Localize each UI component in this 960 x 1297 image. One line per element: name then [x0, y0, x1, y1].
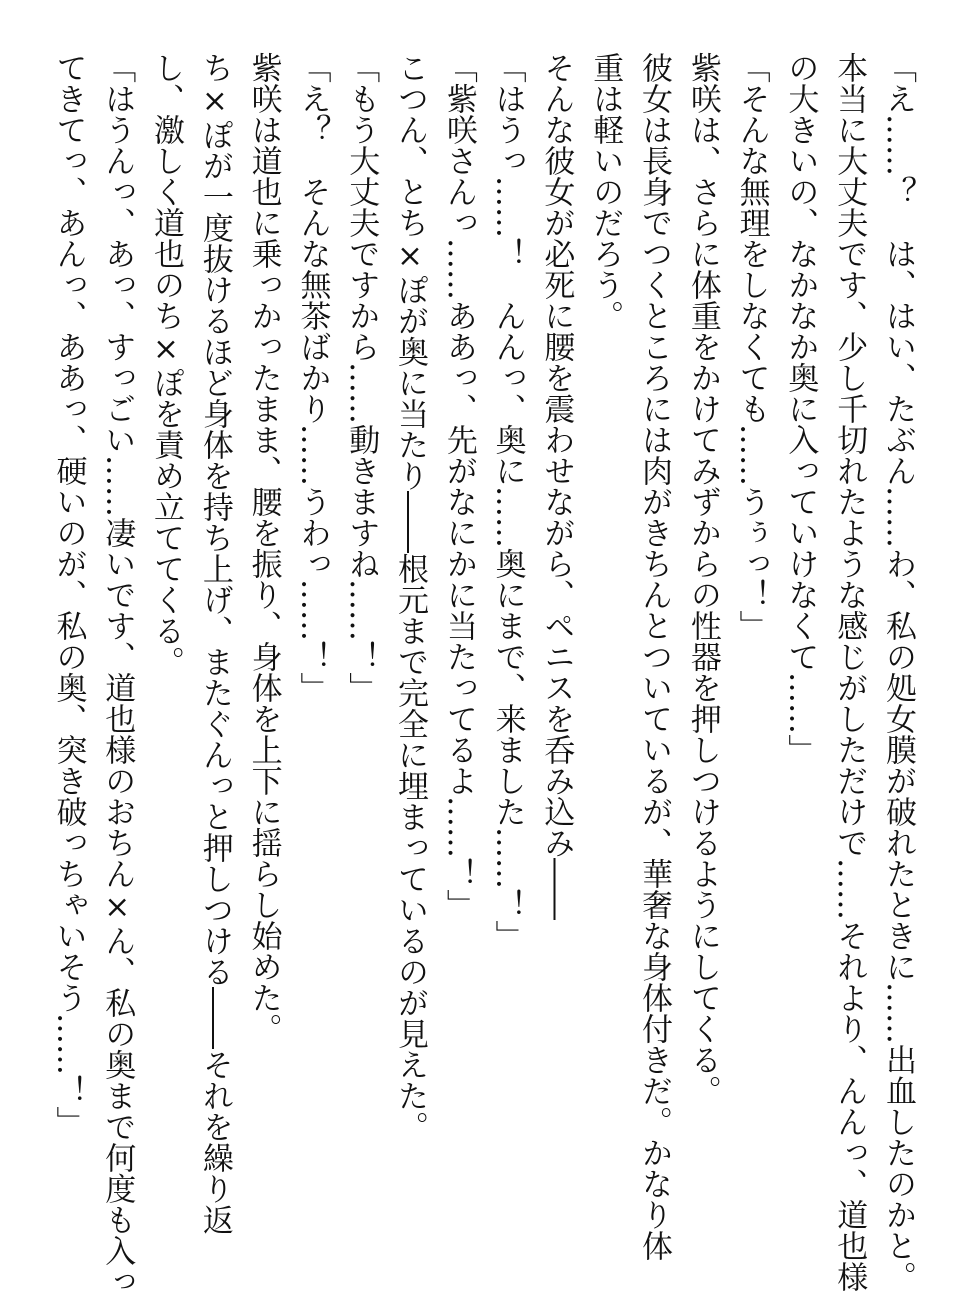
text-line-3: の大きいの、なかなか奥に入っていけなくて……」	[782, 52, 819, 765]
text-line-2: 本当に大丈夫です、少し千切れたような感じがしただけで……それより、んんっ、道也様	[831, 52, 868, 1292]
text-line-13: 「え？ そんな無茶ばかり……うわっ……！」	[294, 52, 331, 703]
text-line-7: 重は軽いのだろう。	[587, 52, 624, 331]
text-line-12: 「もう大丈夫ですから……動きますね……！」	[343, 52, 380, 703]
text-line-9: 「はうっ……！ んんっ、奥に……奥にまで、来ました……！」	[489, 52, 526, 951]
text-line-10: 「紫咲さんっ……ああっ、先がなにかに当たってるよ……！」	[440, 52, 477, 920]
text-line-17: 「はうんっ、あっ、すっごい……凄いです、道也様のおちん×ん、私の奥まで何度も入っ	[99, 52, 136, 1297]
text-line-5: 紫咲は、さらに体重をかけてみずからの性器を押しつけるようにしてくる。	[684, 52, 721, 1106]
text-line-15: ち×ぽが一度抜けるほど身体を持ち上げ、またぐんっと押しつける――それを繰り返	[196, 52, 233, 1235]
text-line-1: 「え……？ は、はい、たぶん……わ、私の処女膜が破れたときに……出血したのかと。	[880, 52, 916, 1292]
vertical-text-body	[44, 52, 922, 1297]
text-line-18: てきてっ、あんっ、ああっ、硬いのが、私の奥、突き破っちゃいそう……！」	[50, 52, 87, 1137]
text-line-14: 紫咲は道也に乗っかったまま、腰を振り、身体を上下に揺らし始めた。	[245, 52, 282, 1044]
text-line-16: し、激しく道也のち×ぽを責め立ててくる。	[148, 52, 185, 677]
text-line-8: そんな彼女が必死に腰を震わせながら、ペニスを呑み込み――	[538, 52, 575, 920]
text-line-6: 彼女は長身でつくところには肉がきちんとついているが、華奢な身体付きだ。かなり体	[636, 52, 673, 1261]
text-line-4: 「そんな無理をしなくても……うぅっ！」	[733, 52, 770, 641]
text-line-11: こつん、とち×ぽが奥に当たり――根元まで完全に埋まっているのが見えた。	[392, 52, 429, 1142]
